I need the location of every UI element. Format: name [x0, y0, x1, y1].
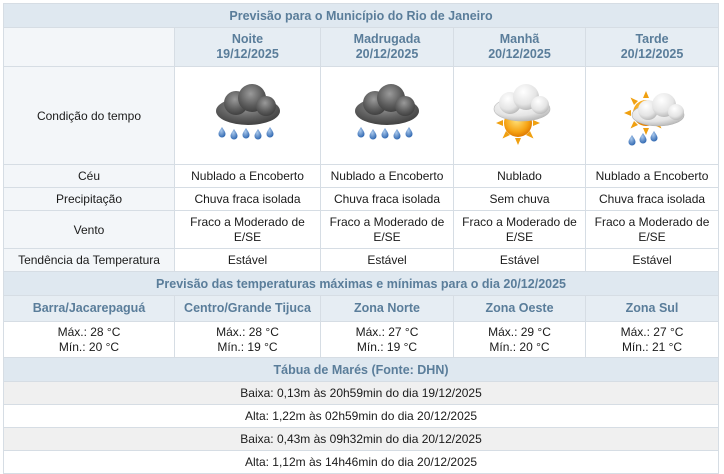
ceu-value: Nublado a Encoberto: [586, 165, 719, 188]
period-name: Madrugada: [353, 32, 421, 46]
forecast-title: Previsão para o Município do Rio de Janeiro: [4, 4, 719, 28]
temp-min: Mín.: 20 °C: [58, 339, 120, 354]
tide-row: Baixa: 0,13m às 20h59min do dia 19/12/2025: [4, 382, 719, 405]
temp-max: Máx.: 28 °C: [57, 324, 121, 339]
forecast-table: [3, 3, 719, 474]
period-header-noite: [175, 28, 321, 67]
temp-max: Máx.: 29 °C: [488, 324, 551, 339]
tide-row: Alta: 1,12m às 14h46min do dia 20/12/2025: [4, 451, 719, 474]
temp-max: Máx.: 27 °C: [620, 324, 684, 339]
zone-temps: [586, 322, 719, 358]
zone-header: Barra/Jacarepaguá: [4, 296, 175, 322]
period-header-madrugada: [321, 28, 454, 67]
condition-cell: [586, 67, 719, 165]
row-label-tendencia: Tendência da Temperatura: [4, 249, 175, 272]
period-name: Manhã: [499, 32, 540, 46]
tide-row: Alta: 1,22m às 02h59min do dia 20/12/2025: [4, 405, 719, 428]
zone-temps: [175, 322, 321, 358]
temp-min: Mín.: 20 °C: [489, 339, 550, 354]
period-name: Noite: [231, 32, 264, 46]
empty-corner: [4, 28, 175, 67]
zone-temps: [321, 322, 454, 358]
ceu-value: Nublado a Encoberto: [175, 165, 321, 188]
row-label-ceu: Céu: [4, 165, 175, 188]
precipitacao-value: Chuva fraca isolada: [586, 188, 719, 211]
zone-header: Zona Norte: [321, 296, 454, 322]
period-date: 20/12/2025: [488, 47, 551, 61]
tendencia-value: Estável: [454, 249, 586, 272]
tides-title: Tábua de Marés (Fonte: DHN): [4, 358, 719, 382]
vento-value: Fraco a Moderado de E/SE: [454, 211, 586, 249]
tendencia-value: Estável: [321, 249, 454, 272]
temp-max: Máx.: 27 °C: [355, 324, 419, 339]
ceu-value: Nublado: [454, 165, 586, 188]
zone-temps: [454, 322, 586, 358]
period-date: 20/12/2025: [355, 47, 419, 61]
temp-min: Mín.: 19 °C: [217, 339, 278, 354]
vento-value: Fraco a Moderado de E/SE: [321, 211, 454, 249]
row-label-condicao: Condição do tempo: [4, 67, 175, 165]
cloud-rain-icon: [208, 81, 288, 151]
tendencia-value: Estável: [586, 249, 719, 272]
precipitacao-value: Chuva fraca isolada: [321, 188, 454, 211]
temps-title: Previsão das temperaturas máximas e mínimas para o dia 20/12/2025: [4, 272, 719, 296]
condition-cell: [175, 67, 321, 165]
period-date: 20/12/2025: [620, 47, 684, 61]
zone-header: Zona Oeste: [454, 296, 586, 322]
temp-min: Mín.: 19 °C: [356, 339, 418, 354]
tendencia-value: Estável: [175, 249, 321, 272]
period-header-tarde: [586, 28, 719, 67]
precipitacao-value: Chuva fraca isolada: [175, 188, 321, 211]
period-header-manha: [454, 28, 586, 67]
temp-max: Máx.: 28 °C: [216, 324, 279, 339]
period-date: 19/12/2025: [216, 47, 279, 61]
ceu-value: Nublado a Encoberto: [321, 165, 454, 188]
zone-temps: [4, 322, 175, 358]
condition-cell: [454, 67, 586, 165]
zone-header: Zona Sul: [586, 296, 719, 322]
row-label-precipitacao: Precipitação: [4, 188, 175, 211]
sun-cloud-icon: [480, 81, 560, 151]
vento-value: Fraco a Moderado de E/SE: [175, 211, 321, 249]
row-label-vento: Vento: [4, 211, 175, 249]
sun-cloud-rain-icon: [612, 81, 692, 151]
cloud-rain-icon: [347, 81, 427, 151]
precipitacao-value: Sem chuva: [454, 188, 586, 211]
zone-header: Centro/Grande Tijuca: [175, 296, 321, 322]
temp-min: Mín.: 21 °C: [621, 339, 683, 354]
period-name: Tarde: [635, 32, 669, 46]
vento-value: Fraco a Moderado de E/SE: [586, 211, 719, 249]
condition-cell: [321, 67, 454, 165]
tide-row: Baixa: 0,43m às 09h32min do dia 20/12/2025: [4, 428, 719, 451]
